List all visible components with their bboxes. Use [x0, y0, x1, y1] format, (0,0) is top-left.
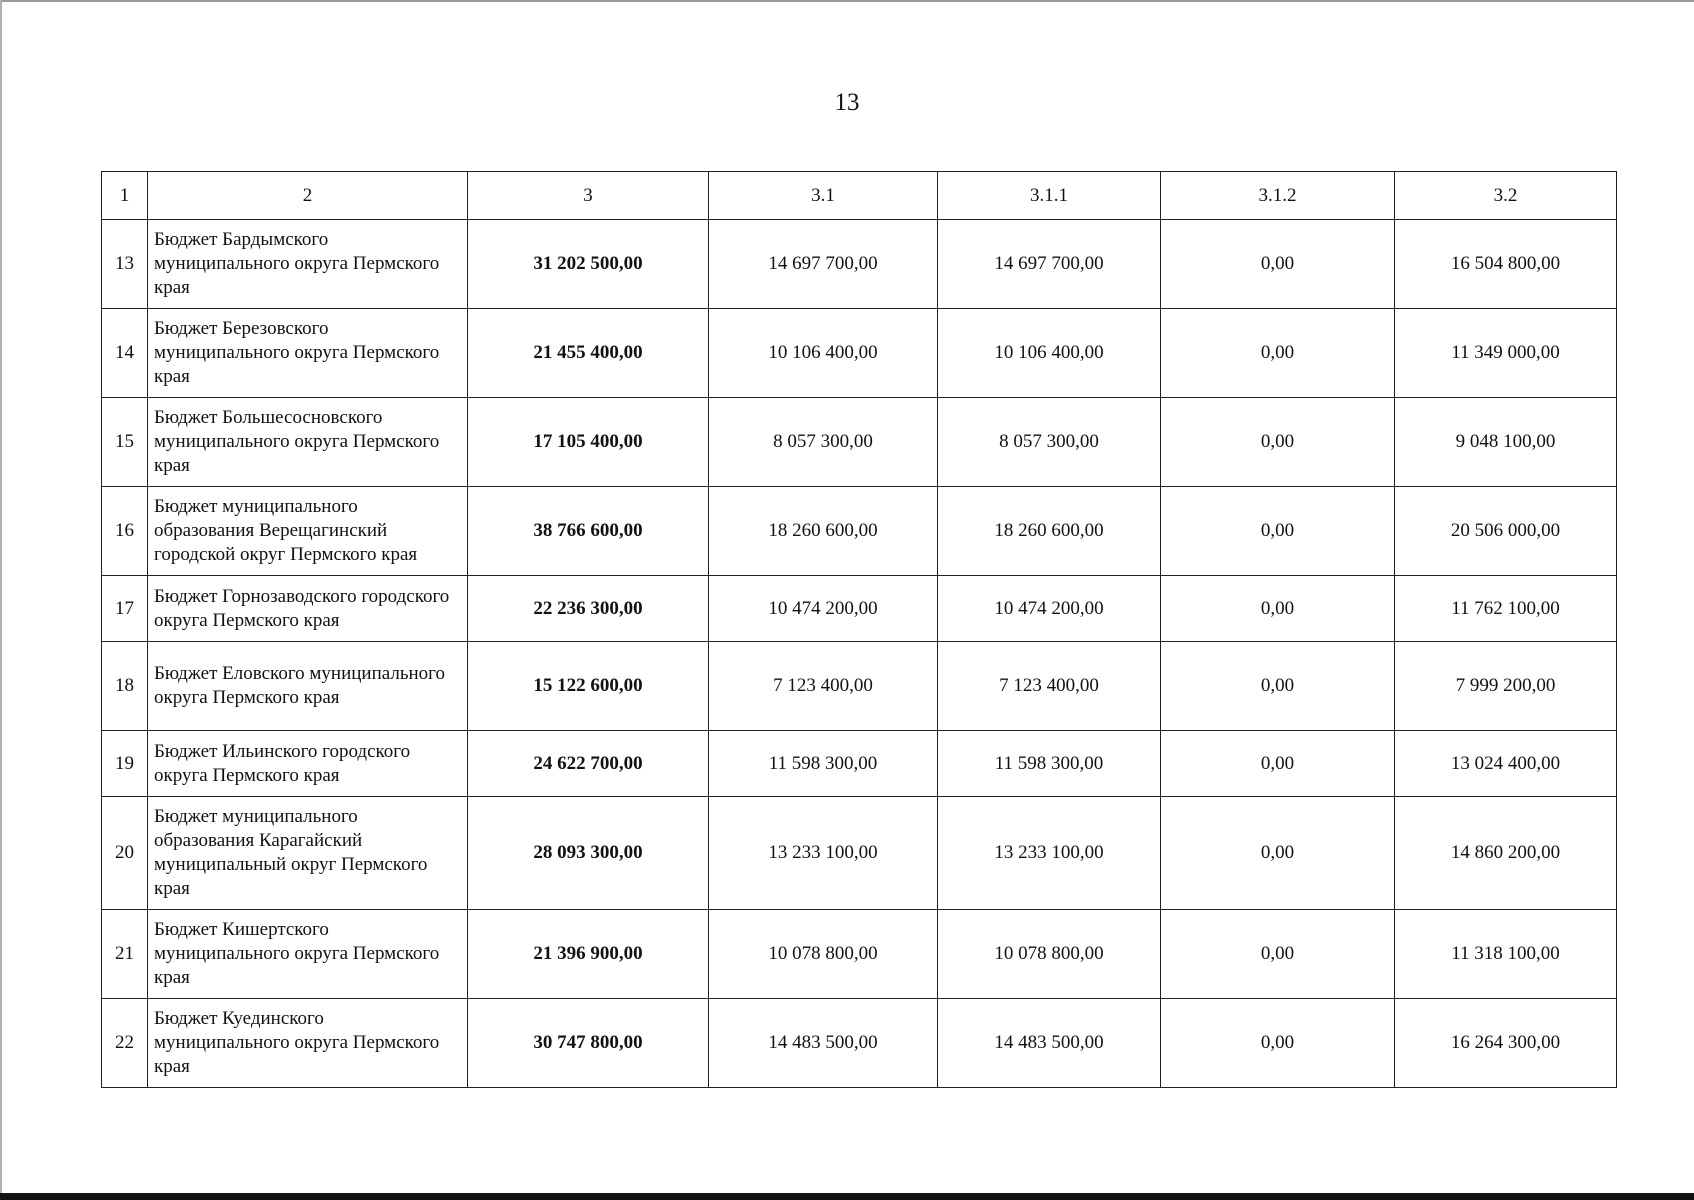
- row-number: 16: [102, 487, 148, 576]
- value-3-1: 13 233 100,00: [709, 797, 938, 910]
- row-number: 19: [102, 731, 148, 797]
- value-3-1: 10 078 800,00: [709, 910, 938, 999]
- row-number: 17: [102, 576, 148, 642]
- row-number: 21: [102, 910, 148, 999]
- value-3-2: 7 999 200,00: [1395, 642, 1617, 731]
- total-value: 21 455 400,00: [468, 309, 709, 398]
- value-3-1-1: 8 057 300,00: [938, 398, 1161, 487]
- value-3-1-1: 14 697 700,00: [938, 220, 1161, 309]
- table-row: [102, 910, 1617, 999]
- value-3-1-1: 7 123 400,00: [938, 642, 1161, 731]
- total-value: 31 202 500,00: [468, 220, 709, 309]
- scan-edge-top: [0, 0, 1694, 2]
- total-value: 24 622 700,00: [468, 731, 709, 797]
- value-3-1-1: 10 474 200,00: [938, 576, 1161, 642]
- value-3-2: 11 349 000,00: [1395, 309, 1617, 398]
- value-3-1-1: 10 078 800,00: [938, 910, 1161, 999]
- total-value: 21 396 900,00: [468, 910, 709, 999]
- budget-name: Бюджет муниципального образования Верещагинский городской округ Пермского края: [148, 487, 468, 576]
- value-3-2: 11 762 100,00: [1395, 576, 1617, 642]
- budget-name: Бюджет Ильинского городского округа Пермского края: [148, 731, 468, 797]
- row-number: 15: [102, 398, 148, 487]
- table-row: [102, 487, 1617, 576]
- table-row: [102, 398, 1617, 487]
- row-number: 22: [102, 999, 148, 1088]
- value-3-2: 11 318 100,00: [1395, 910, 1617, 999]
- value-3-2: 16 504 800,00: [1395, 220, 1617, 309]
- budget-name: Бюджет муниципального образования Карагайский муниципальный округ Пермского края: [148, 797, 468, 910]
- value-3-1-2: 0,00: [1161, 910, 1395, 999]
- column-header: 3.2: [1395, 172, 1617, 220]
- table-header-row: [102, 172, 1617, 220]
- value-3-1-2: 0,00: [1161, 309, 1395, 398]
- total-value: 28 093 300,00: [468, 797, 709, 910]
- value-3-1: 14 697 700,00: [709, 220, 938, 309]
- budget-name: Бюджет Еловского муниципального округа Пермского края: [148, 642, 468, 731]
- budget-name: Бюджет Большесосновского муниципального округа Пермского края: [148, 398, 468, 487]
- row-number: 20: [102, 797, 148, 910]
- value-3-1-1: 18 260 600,00: [938, 487, 1161, 576]
- row-number: 18: [102, 642, 148, 731]
- row-number: 13: [102, 220, 148, 309]
- budget-name: Бюджет Бардымского муниципального округа Пермского края: [148, 220, 468, 309]
- total-value: 15 122 600,00: [468, 642, 709, 731]
- value-3-1-2: 0,00: [1161, 576, 1395, 642]
- column-header: 2: [148, 172, 468, 220]
- table-row: [102, 309, 1617, 398]
- value-3-2: 16 264 300,00: [1395, 999, 1617, 1088]
- scan-edge-left: [0, 0, 2, 1200]
- value-3-1-1: 11 598 300,00: [938, 731, 1161, 797]
- column-header: 3.1.1: [938, 172, 1161, 220]
- value-3-1-2: 0,00: [1161, 220, 1395, 309]
- value-3-1: 14 483 500,00: [709, 999, 938, 1088]
- total-value: 38 766 600,00: [468, 487, 709, 576]
- value-3-1-2: 0,00: [1161, 487, 1395, 576]
- total-value: 22 236 300,00: [468, 576, 709, 642]
- page-number: 13: [834, 89, 860, 116]
- budget-name: Бюджет Куединского муниципального округа Пермского края: [148, 999, 468, 1088]
- value-3-1: 18 260 600,00: [709, 487, 938, 576]
- budget-name: Бюджет Кишертского муниципального округа Пермского края: [148, 910, 468, 999]
- total-value: 17 105 400,00: [468, 398, 709, 487]
- value-3-1-1: 13 233 100,00: [938, 797, 1161, 910]
- table-row: [102, 999, 1617, 1088]
- value-3-1-1: 10 106 400,00: [938, 309, 1161, 398]
- value-3-1-2: 0,00: [1161, 731, 1395, 797]
- column-header: 1: [102, 172, 148, 220]
- column-header: 3.1: [709, 172, 938, 220]
- table-row: [102, 797, 1617, 910]
- value-3-1: 10 474 200,00: [709, 576, 938, 642]
- value-3-2: 9 048 100,00: [1395, 398, 1617, 487]
- value-3-2: 14 860 200,00: [1395, 797, 1617, 910]
- budget-name: Бюджет Горнозаводского городского округа Пермского края: [148, 576, 468, 642]
- table-row: [102, 220, 1617, 309]
- value-3-1: 7 123 400,00: [709, 642, 938, 731]
- table-row: [102, 731, 1617, 797]
- value-3-1-2: 0,00: [1161, 797, 1395, 910]
- value-3-2: 13 024 400,00: [1395, 731, 1617, 797]
- row-number: 14: [102, 309, 148, 398]
- column-header: 3: [468, 172, 709, 220]
- value-3-2: 20 506 000,00: [1395, 487, 1617, 576]
- scan-edge-bottom: [0, 1193, 1694, 1200]
- value-3-1-2: 0,00: [1161, 642, 1395, 731]
- value-3-1: 10 106 400,00: [709, 309, 938, 398]
- table-row: [102, 642, 1617, 731]
- value-3-1-2: 0,00: [1161, 398, 1395, 487]
- column-header: 3.1.2: [1161, 172, 1395, 220]
- total-value: 30 747 800,00: [468, 999, 709, 1088]
- table-row: [102, 576, 1617, 642]
- value-3-1: 8 057 300,00: [709, 398, 938, 487]
- value-3-1-1: 14 483 500,00: [938, 999, 1161, 1088]
- budget-name: Бюджет Березовского муниципального округа Пермского края: [148, 309, 468, 398]
- budget-table: [101, 171, 1617, 1088]
- value-3-1-2: 0,00: [1161, 999, 1395, 1088]
- value-3-1: 11 598 300,00: [709, 731, 938, 797]
